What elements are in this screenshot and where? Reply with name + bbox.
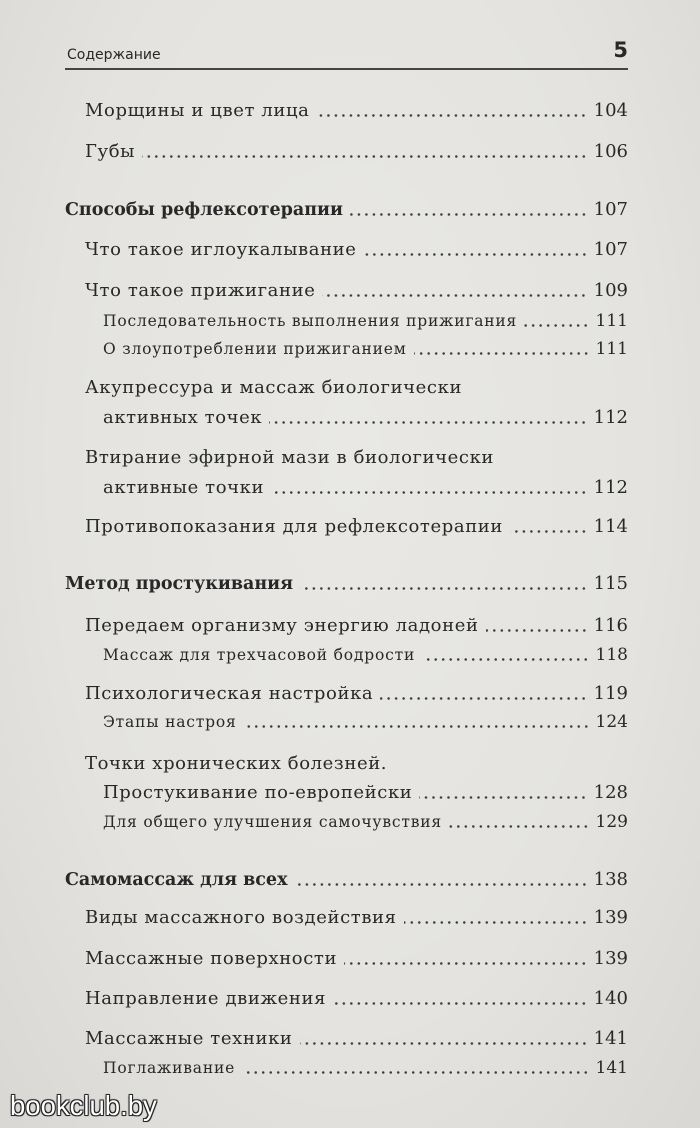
leader-dots xyxy=(333,987,588,1011)
entry-title: О злоупотреблении прижиганием xyxy=(103,340,407,358)
entry-page-number: 141 xyxy=(593,1028,628,1049)
entry-page-number: 104 xyxy=(593,100,628,121)
entry-page-number: 106 xyxy=(593,141,628,162)
entry-page-number: 114 xyxy=(593,516,628,537)
entry-page-number: 140 xyxy=(593,988,628,1009)
entry-page-number: 129 xyxy=(595,812,628,832)
entry-title-continued: Простукивание по-европейски xyxy=(103,782,413,803)
entry-title: Акупрессура и массаж биологически xyxy=(85,377,463,398)
entry-title: Этапы настроя xyxy=(103,713,237,731)
entry-title: Способы рефлексотерапии xyxy=(65,200,343,220)
toc-subentry xyxy=(103,337,628,361)
toc-section-heading xyxy=(65,198,628,222)
leader-dots xyxy=(142,140,588,164)
entry-title: Втирание эфирной мази в биологически xyxy=(85,447,495,468)
leader-dots xyxy=(414,337,590,361)
toc-entry xyxy=(85,906,628,930)
entry-title: Массажные техники xyxy=(85,1028,293,1049)
toc-subentry xyxy=(103,643,628,667)
page-number: 5 xyxy=(613,38,628,62)
entry-title-continued: активные точки xyxy=(103,477,265,498)
leader-dots xyxy=(486,614,588,638)
leader-dots xyxy=(422,643,589,667)
entry-page-number: 112 xyxy=(593,477,628,498)
leader-dots xyxy=(449,810,590,834)
leader-dots xyxy=(350,198,588,222)
entry-page-number: 124 xyxy=(595,712,628,732)
toc-subentry xyxy=(103,710,628,734)
toc-entry xyxy=(85,238,628,262)
entry-title: Губы xyxy=(85,141,136,162)
entry-title-line xyxy=(85,752,628,776)
leader-dots xyxy=(380,682,587,706)
entry-title: Самомассаж для всех xyxy=(65,870,288,890)
entry-title-continuation xyxy=(103,476,628,500)
leader-dots xyxy=(300,1027,588,1051)
entry-title: Точки хронических болезней. xyxy=(85,753,388,774)
entry-title: Для общего улучшения самочувствия xyxy=(103,813,442,831)
entry-page-number: 107 xyxy=(593,239,628,260)
entry-title: Противопоказания для рефлексотерапии xyxy=(85,516,503,537)
toc-entry xyxy=(85,682,628,706)
entry-page-number: 111 xyxy=(595,339,628,359)
toc-subentry xyxy=(103,1056,628,1080)
entry-page-number: 115 xyxy=(593,573,628,594)
entry-title-continuation xyxy=(103,781,628,805)
leader-dots xyxy=(242,1056,589,1080)
entry-page-number: 107 xyxy=(593,199,628,220)
toc-subentry xyxy=(103,810,628,834)
entry-title: Направление движения xyxy=(85,988,327,1009)
entry-page-number: 116 xyxy=(593,615,628,636)
entry-title: Передаем организму энергию ладоней xyxy=(85,615,479,636)
entry-title: Массаж для трехчасовой бодрости xyxy=(103,646,416,664)
leader-dots xyxy=(510,515,588,539)
entry-title-continuation xyxy=(103,406,628,430)
leader-dots xyxy=(244,710,590,734)
leader-dots xyxy=(295,868,588,892)
entry-title: Массажные поверхности xyxy=(85,948,338,969)
leader-dots xyxy=(316,99,587,123)
watermark: bookclub.by xyxy=(10,1090,157,1121)
entry-page-number: 112 xyxy=(593,407,628,428)
entry-title: Метод простукивания xyxy=(65,574,294,594)
leader-dots xyxy=(364,238,588,262)
leader-dots xyxy=(269,406,587,430)
toc-entry xyxy=(85,1027,628,1051)
leader-dots xyxy=(300,572,588,596)
entry-page-number: 138 xyxy=(593,869,628,890)
leader-dots xyxy=(344,947,588,971)
toc-subentry xyxy=(103,309,628,333)
toc-entry xyxy=(85,140,628,164)
entry-title-line xyxy=(85,446,628,470)
toc-entry xyxy=(85,515,628,539)
toc-section-heading xyxy=(65,572,628,596)
entry-title: Морщины и цвет лица xyxy=(85,100,310,121)
leader-dots xyxy=(524,309,589,333)
entry-title: Последовательность выполнения прижигания xyxy=(103,312,518,330)
leader-dots xyxy=(419,781,587,805)
toc-entry xyxy=(85,99,628,123)
entry-title-continued: активных точек xyxy=(103,407,263,428)
header-rule xyxy=(65,68,628,70)
entry-title: Виды массажного воздействия xyxy=(85,907,397,928)
entry-page-number: 109 xyxy=(593,280,628,301)
entry-page-number: 139 xyxy=(593,948,628,969)
entry-page-number: 141 xyxy=(595,1058,628,1078)
entry-page-number: 128 xyxy=(593,782,628,803)
toc-entry xyxy=(85,279,628,303)
toc-entry xyxy=(85,614,628,638)
section-title: Содержание xyxy=(67,47,161,63)
entry-title: Поглаживание xyxy=(103,1059,236,1077)
entry-page-number: 111 xyxy=(595,311,628,331)
leader-dots xyxy=(322,279,587,303)
entry-page-number: 119 xyxy=(593,683,628,704)
toc-entry xyxy=(85,947,628,971)
entry-page-number: 139 xyxy=(593,907,628,928)
leader-dots xyxy=(404,906,588,930)
leader-dots xyxy=(271,476,588,500)
entry-title: Что такое иглоукалывание xyxy=(85,239,357,260)
entry-title: Психологическая настройка xyxy=(85,683,374,704)
entry-title-line xyxy=(85,376,628,400)
entry-page-number: 118 xyxy=(595,645,628,665)
entry-title: Что такое прижигание xyxy=(85,280,316,301)
toc-entry xyxy=(85,987,628,1011)
toc-section-heading xyxy=(65,868,628,892)
